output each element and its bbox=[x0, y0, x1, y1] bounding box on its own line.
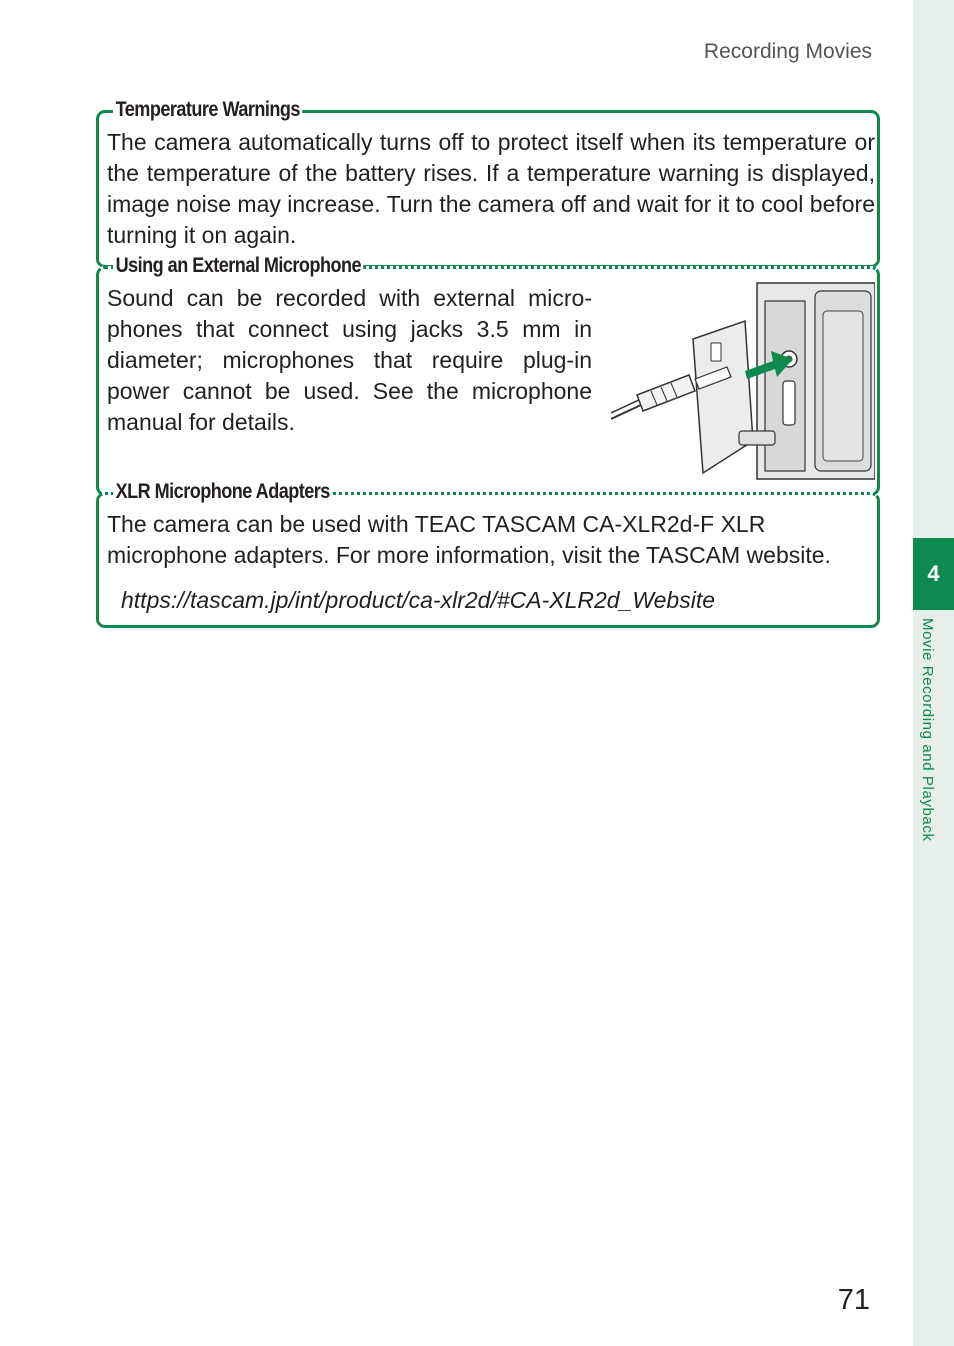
page-number: 71 bbox=[837, 1284, 870, 1316]
box-title: Temperature Warnings bbox=[113, 96, 303, 124]
box-title: Using an External Microphone bbox=[113, 252, 364, 280]
box-title: XLR Microphone Adapters bbox=[113, 478, 332, 506]
external-microphone-box bbox=[96, 254, 880, 496]
running-header: Recording Movies bbox=[703, 40, 872, 63]
box-body: The camera can be used with TEAC TASCAM CA-XLR2d-F XLR microphone adapters. For more information, visit the TASCAM website. bbox=[107, 511, 831, 568]
box-body: The camera automatically turns off to protect itself when its temperature or the temperature of the battery rises. If a temperature warning is displayed, image noise may increase. Turn the camera off and wait for it to cool before turning it on again. bbox=[107, 129, 875, 248]
tascam-website-link[interactable]: https://tascam.jp/int/product/ca-xlr2d/#CA-XLR2d_Website bbox=[121, 587, 716, 613]
temperature-warnings-box bbox=[96, 98, 880, 268]
chapter-tab[interactable]: 4 bbox=[913, 538, 954, 610]
box-body: Sound can be recorded with external micro-phones that connect using jacks 3.5 mm in diameter; microphones that require plug-in power cannot be used. See the microphone manual for details. bbox=[107, 285, 592, 435]
xlr-adapters-box bbox=[96, 480, 880, 628]
chapter-title: Movie Recording and Playback bbox=[919, 618, 936, 842]
camera-microphone-jack-illustration bbox=[611, 281, 875, 481]
